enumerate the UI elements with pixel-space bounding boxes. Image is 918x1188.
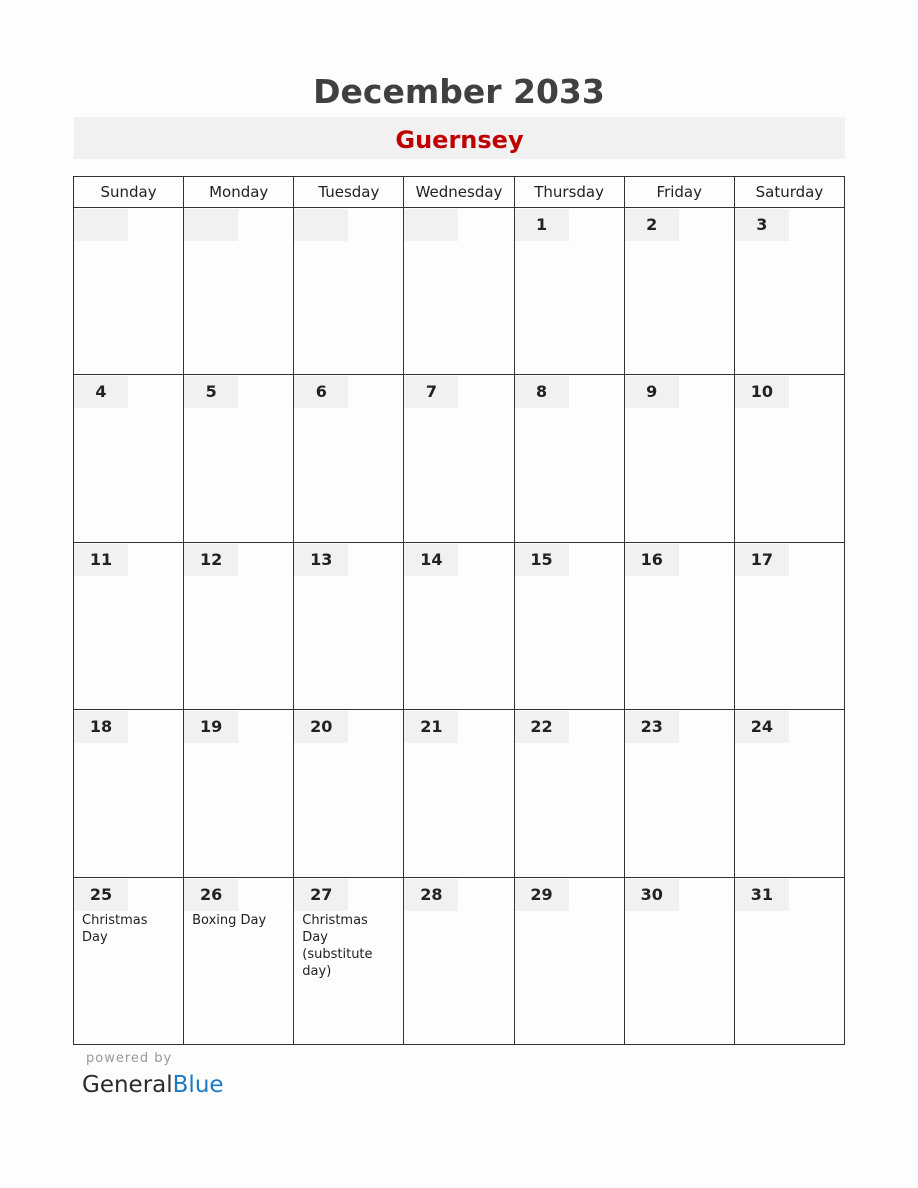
day-number [184,209,238,241]
weekday-header: Saturday [734,177,844,208]
week-row [74,710,845,877]
day-number: 27 [294,879,348,911]
day-cell [404,710,514,877]
day-cell [734,877,844,1044]
empty-day-cell [404,208,514,375]
day-cell [74,710,184,877]
day-cell [624,375,734,542]
day-cell [734,710,844,877]
day-number: 13 [294,544,348,576]
holiday-label: Christmas Day (substitute day) [302,912,373,979]
day-cell [294,877,404,1044]
weekday-header: Sunday [74,177,184,208]
weekday-header: Monday [184,177,294,208]
country-name: Guernsey [395,126,524,154]
day-cell [294,375,404,542]
day-number [294,209,348,241]
day-number: 14 [404,544,458,576]
day-cell [514,375,624,542]
day-cell [734,208,844,375]
day-number [404,209,458,241]
day-cell [624,208,734,375]
day-number: 4 [74,376,128,408]
day-cell [74,375,184,542]
day-number: 26 [184,879,238,911]
weekday-header: Friday [624,177,734,208]
day-cell [734,542,844,709]
day-number: 6 [294,376,348,408]
day-number: 3 [735,209,789,241]
week-row [74,208,845,375]
day-cell [514,208,624,375]
day-number: 19 [184,711,238,743]
day-number: 12 [184,544,238,576]
day-number: 15 [515,544,569,576]
brand-general: General [82,1072,173,1098]
day-number: 28 [404,879,458,911]
day-number: 17 [735,544,789,576]
weekday-header: Tuesday [294,177,404,208]
day-number: 23 [625,711,679,743]
day-cell [514,710,624,877]
day-cell [624,542,734,709]
country-banner [74,117,845,159]
day-number: 21 [404,711,458,743]
day-number: 2 [625,209,679,241]
day-number: 31 [735,879,789,911]
holiday-label: Christmas Day [82,912,148,945]
holiday-label: Boxing Day [192,912,267,928]
day-cell [734,375,844,542]
day-number: 7 [404,376,458,408]
week-row [74,542,845,709]
day-number: 29 [515,879,569,911]
day-cell [74,542,184,709]
day-number: 10 [735,376,789,408]
weekday-header: Thursday [514,177,624,208]
powered-by-text: powered by [86,1051,173,1066]
weekday-header: Wednesday [404,177,514,208]
day-cell [514,542,624,709]
day-number: 25 [74,879,128,911]
footer [82,1050,224,1100]
empty-day-cell [74,208,184,375]
day-number [74,209,128,241]
day-number: 24 [735,711,789,743]
day-cell [184,375,294,542]
day-cell [74,877,184,1044]
day-number: 16 [625,544,679,576]
day-number: 5 [184,376,238,408]
day-cell [404,375,514,542]
empty-day-cell [294,208,404,375]
day-cell [404,877,514,1044]
weekday-header-row [74,177,845,208]
day-number: 22 [515,711,569,743]
day-cell [624,710,734,877]
day-number: 18 [74,711,128,743]
day-number: 9 [625,376,679,408]
day-cell [294,710,404,877]
week-row [74,877,845,1044]
day-cell [404,542,514,709]
day-number: 20 [294,711,348,743]
week-row [74,375,845,542]
day-cell [514,877,624,1044]
day-cell [294,542,404,709]
generalblue-logo[interactable] [82,1070,224,1100]
day-cell [184,542,294,709]
day-cell [184,710,294,877]
day-number: 1 [515,209,569,241]
day-cell [184,877,294,1044]
empty-day-cell [184,208,294,375]
day-cell [624,877,734,1044]
calendar-grid [73,176,845,1045]
day-number: 30 [625,879,679,911]
brand-blue: Blue [172,1072,224,1098]
day-number: 11 [74,544,128,576]
page-title: December 2033 [313,72,605,111]
day-number: 8 [515,376,569,408]
